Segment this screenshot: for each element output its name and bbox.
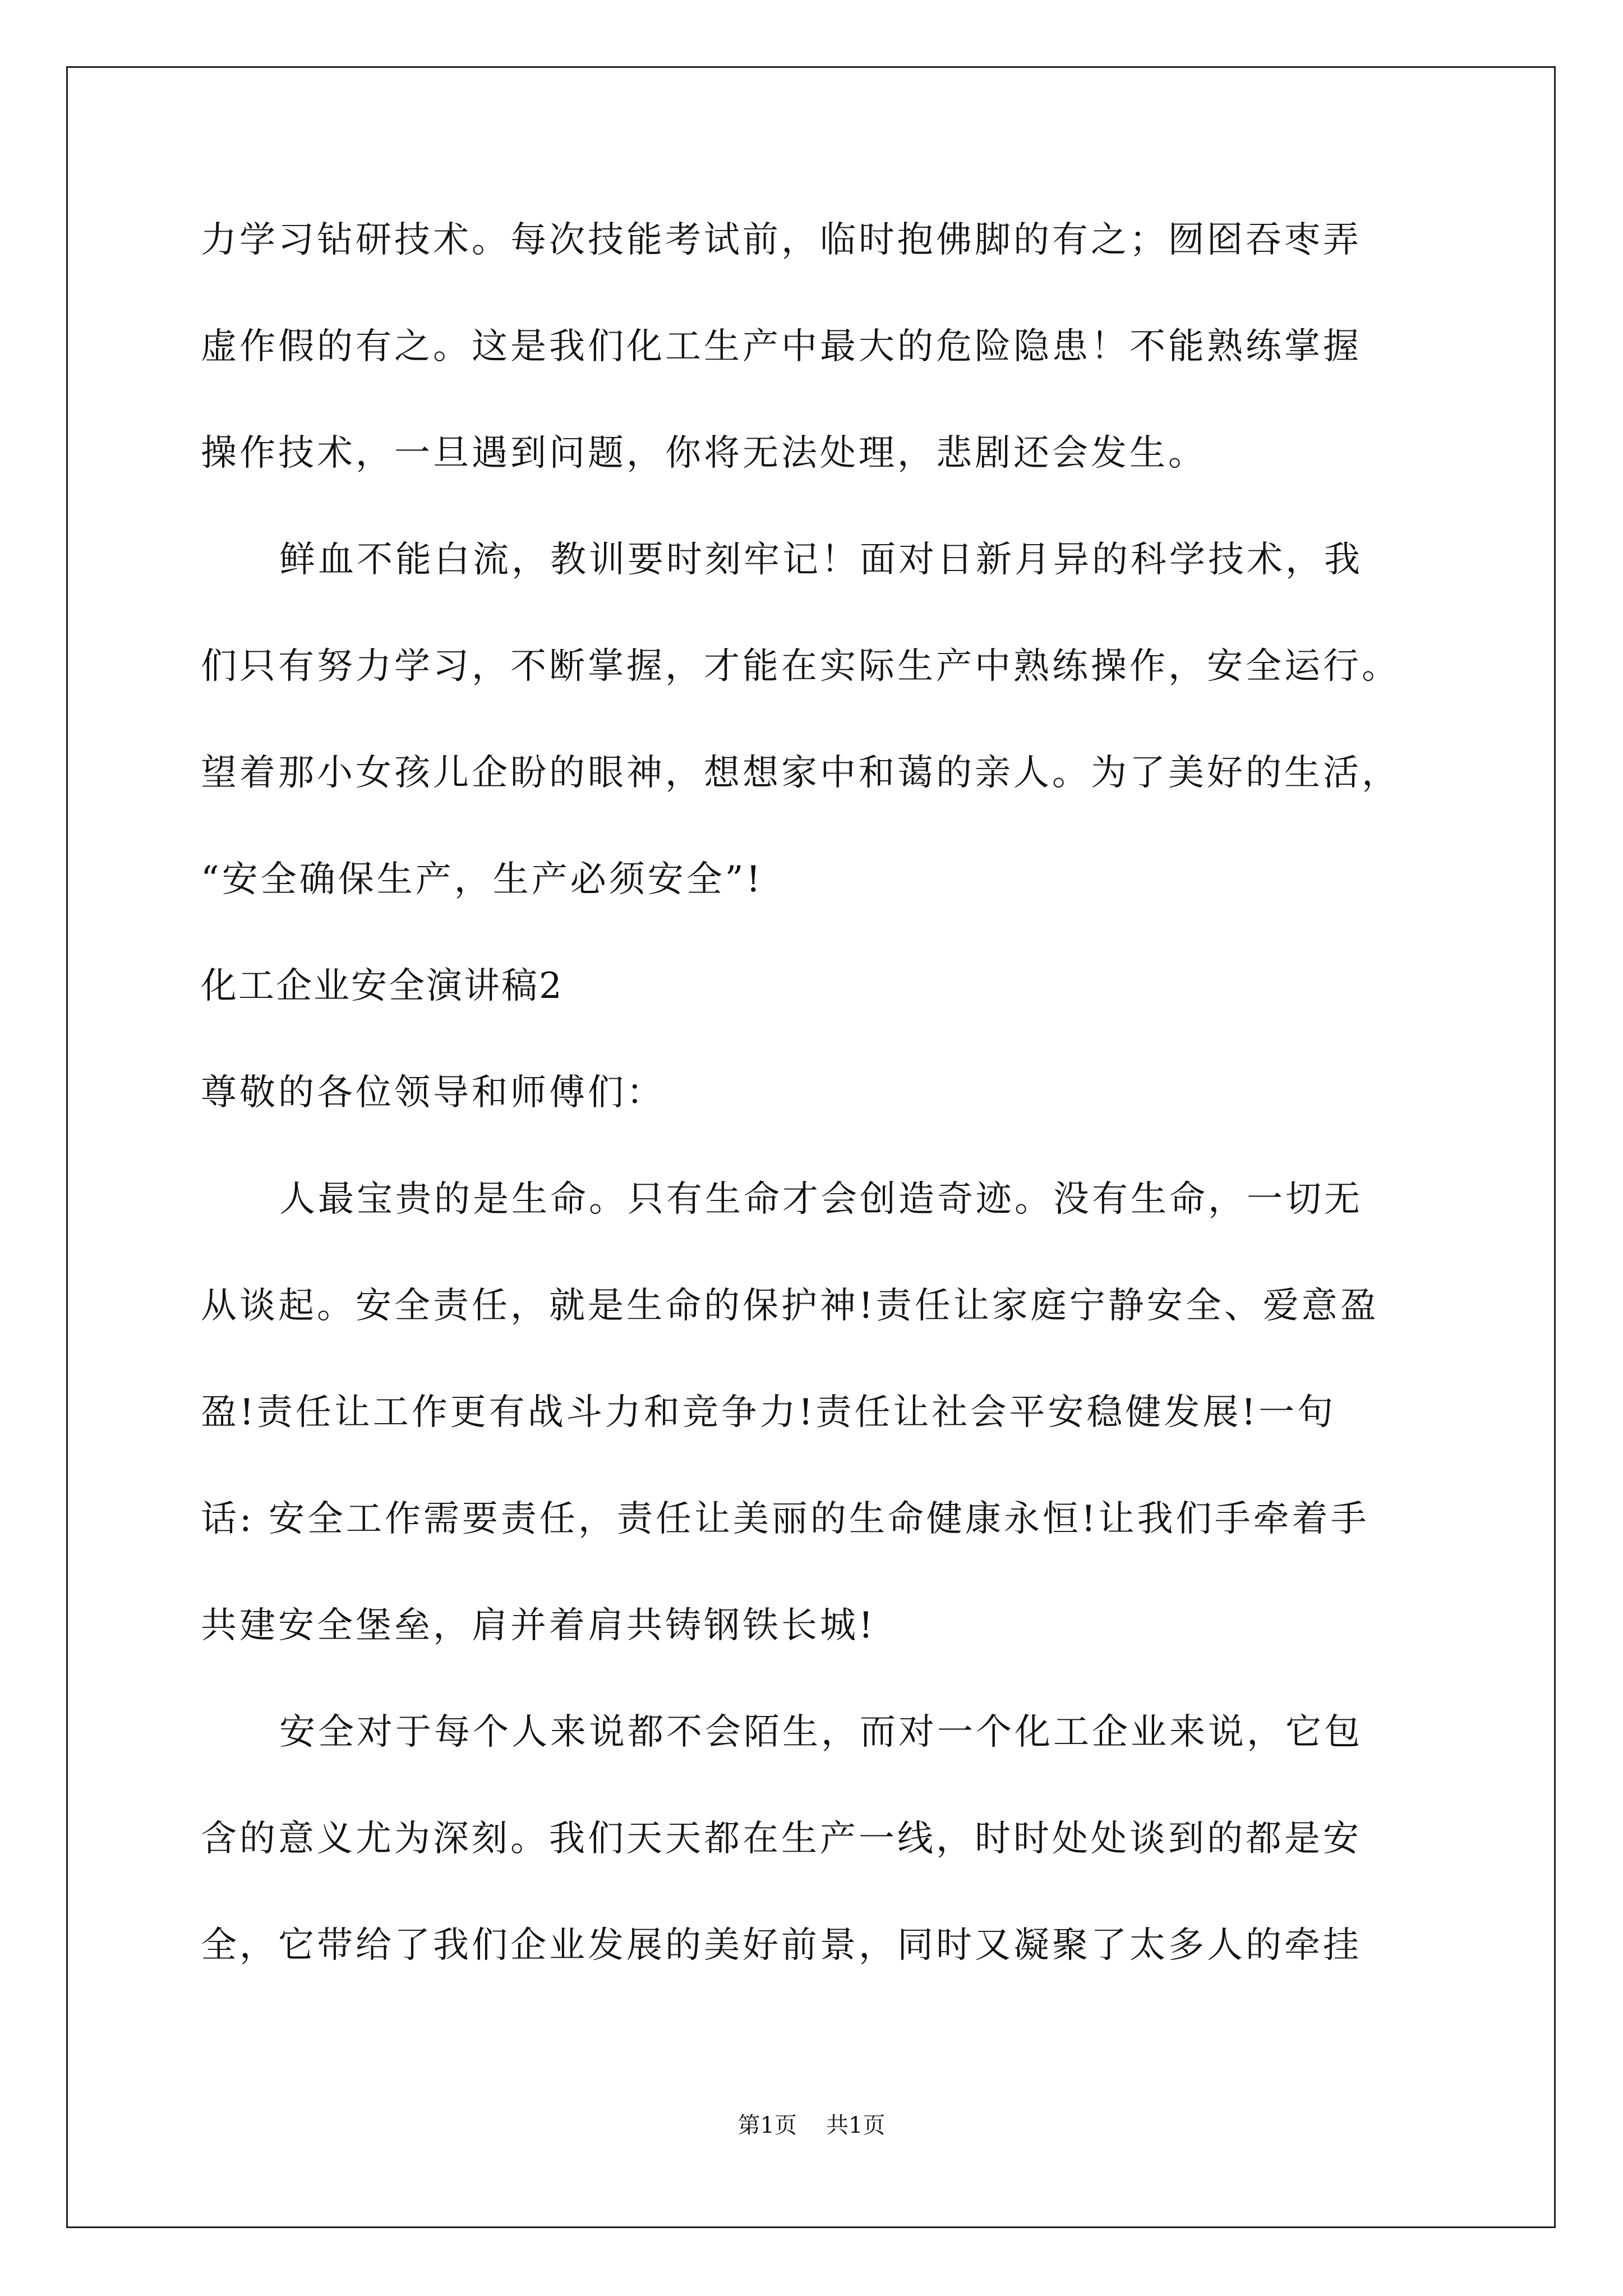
section-heading: 化工企业安全演讲稿2 bbox=[201, 965, 564, 1007]
text-line: 人最宝贵的是生命。只有生命才会创造奇迹。没有生命，一切无 bbox=[279, 1179, 1363, 1220]
text-line: 含的意义尤为深刻。我们天天都在生产一线，时时处处谈到的都是安 bbox=[201, 1818, 1362, 1860]
document-body bbox=[201, 219, 1422, 2031]
text-line: 盈!责任让工作更有战斗力和竞争力!责任让社会平安稳健发展!一句 bbox=[201, 1392, 1336, 1433]
page-number: 第1页 bbox=[737, 2113, 797, 2138]
salutation: 尊敬的各位领导和师傅们： bbox=[201, 1072, 665, 1114]
text-line: 力学习钻研技术。每次技能考试前，临时抱佛脚的有之；囫囵吞枣弄 bbox=[201, 219, 1362, 261]
text-line: 鲜血不能白流，教训要时刻牢记！面对日新月异的科学技术，我 bbox=[279, 539, 1363, 581]
text-line: 话: 安全工作需要责任，责任让美丽的生命健康永恒!让我们手牵着手 bbox=[201, 1498, 1370, 1540]
text-line: 全，它带给了我们企业发展的美好前景，同时又凝聚了太多人的牵挂 bbox=[201, 1925, 1362, 1966]
page-total: 共1页 bbox=[826, 2113, 886, 2138]
text-line: 们只有努力学习，不断掌握，才能在实际生产中熟练操作，安全运行。 bbox=[201, 646, 1400, 687]
text-line: “安全确保生产，生产必须安全”! bbox=[201, 859, 764, 900]
text-line: 操作技术，一旦遇到问题，你将无法处理，悲剧还会发生。 bbox=[201, 432, 1207, 474]
text-line: 望着那小女孩儿企盼的眼神，想想家中和蔼的亲人。为了美好的生活， bbox=[201, 752, 1400, 794]
text-line: 从谈起。安全责任，就是生命的保护神!责任让家庭宁静安全、爱意盈 bbox=[201, 1285, 1379, 1327]
text-line: 安全对于每个人来说都不会陌生，而对一个化工企业来说，它包 bbox=[279, 1711, 1363, 1753]
text-line: 虚作假的有之。这是我们化工生产中最大的危险隐患！不能熟练掌握 bbox=[201, 326, 1362, 367]
text-line: 共建安全堡垒，肩并着肩共铸钢铁长城! bbox=[201, 1605, 876, 1646]
page-footer bbox=[0, 2112, 1623, 2139]
